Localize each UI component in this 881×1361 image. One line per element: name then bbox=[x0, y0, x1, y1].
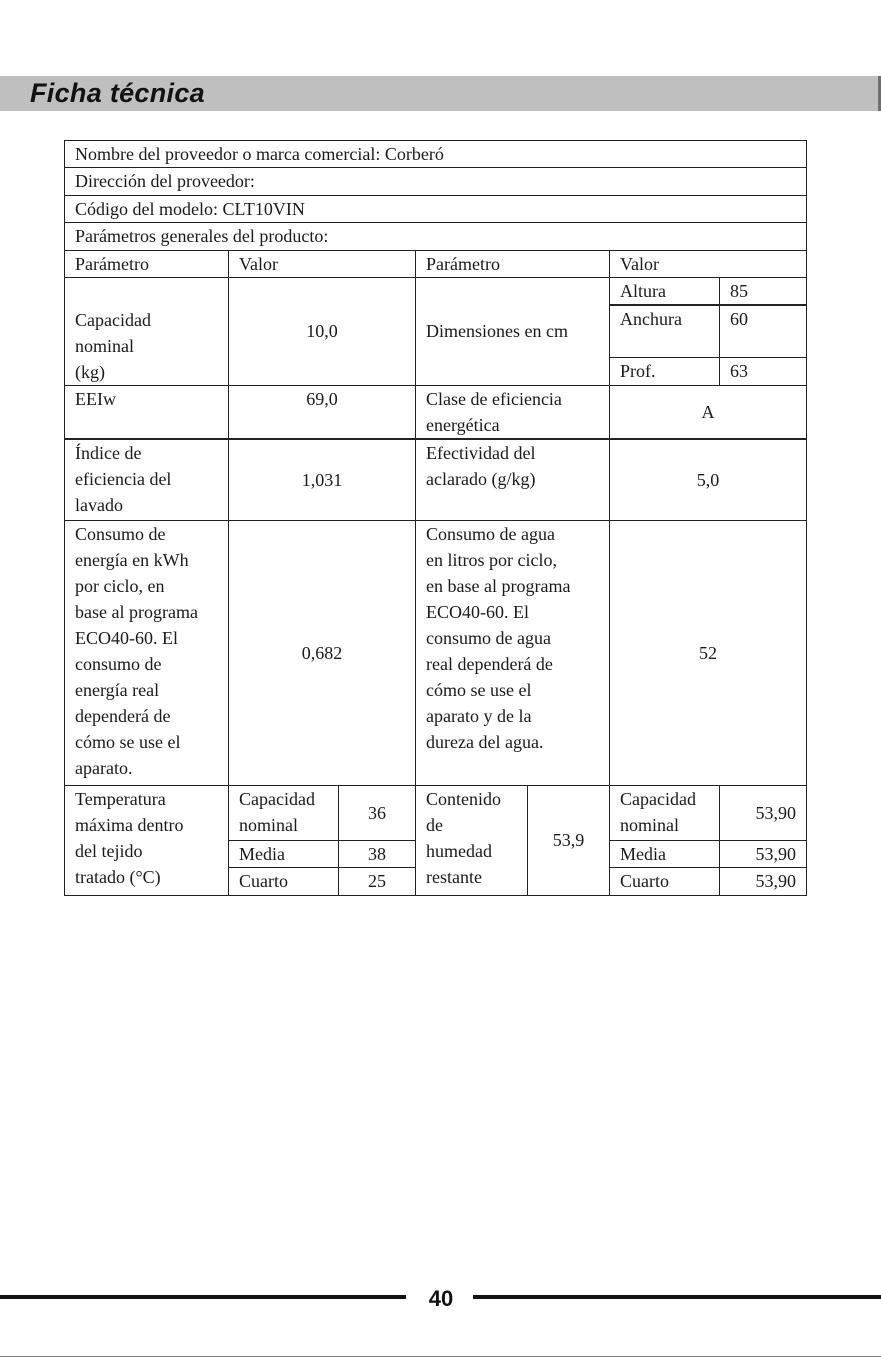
energy-consumption-label: Consumo de energía en kWh por ciclo, en base al programa ECO40-60. El consumo de energía real dependerá de cómo se use el aparato. bbox=[65, 520, 229, 785]
bottom-divider bbox=[0, 1356, 881, 1357]
page-title: Ficha técnica bbox=[30, 78, 205, 108]
column-header-parameter-2: Parámetro bbox=[416, 251, 610, 278]
moisture-value: 53,9 bbox=[528, 785, 610, 895]
dimensions-label: Dimensiones en cm bbox=[416, 278, 610, 386]
eeiw-label: EEIw bbox=[65, 385, 229, 439]
depth-label: Prof. bbox=[610, 357, 720, 385]
moisture-quarter-label: Cuarto bbox=[610, 867, 720, 895]
general-parameters-cell: Parámetros generales del producto: bbox=[65, 223, 807, 251]
water-consumption-value: 52 bbox=[610, 520, 807, 785]
capacity-value: 10,0 bbox=[229, 278, 416, 386]
width-label: Anchura bbox=[610, 305, 720, 357]
temperature-nominal-label: Capacidad nominal bbox=[229, 785, 339, 840]
temperature-label: Temperatura máxima dentro del tejido tratado (°C) bbox=[65, 785, 229, 895]
eeiw-value: 69,0 bbox=[229, 385, 416, 439]
moisture-nominal-label: Capacidad nominal bbox=[610, 785, 720, 840]
moisture-half-label: Media bbox=[610, 840, 720, 867]
height-label: Altura bbox=[610, 278, 720, 306]
temperature-quarter-label: Cuarto bbox=[229, 867, 339, 895]
temperature-quarter-value: 25 bbox=[339, 867, 416, 895]
energy-class-value: A bbox=[610, 385, 807, 439]
moisture-nominal-value: 53,90 bbox=[720, 785, 807, 840]
rinse-value: 5,0 bbox=[610, 439, 807, 520]
capacity-label: Capacidad nominal (kg) bbox=[65, 278, 229, 386]
wash-index-label: Índice de eficiencia del lavado bbox=[65, 439, 229, 520]
moisture-label: Contenido de humedad restante bbox=[416, 785, 528, 895]
moisture-half-value: 53,90 bbox=[720, 840, 807, 867]
energy-class-label: Clase de eficiencia energética bbox=[416, 385, 610, 439]
footer-rule-left bbox=[0, 1295, 406, 1299]
temperature-nominal-value: 36 bbox=[339, 785, 416, 840]
rinse-label: Efectividad del aclarado (g/kg) bbox=[416, 439, 610, 520]
width-value: 60 bbox=[720, 305, 807, 357]
model-cell: Código del modelo: CLT10VIN bbox=[65, 196, 807, 223]
temperature-half-label: Media bbox=[229, 840, 339, 867]
wash-index-value: 1,031 bbox=[229, 439, 416, 520]
height-value: 85 bbox=[720, 278, 807, 306]
moisture-quarter-value: 53,90 bbox=[720, 867, 807, 895]
temperature-half-value: 38 bbox=[339, 840, 416, 867]
supplier-cell: Nombre del proveedor o marca comercial: Corberó bbox=[65, 141, 807, 168]
section-banner bbox=[0, 76, 881, 111]
technical-sheet-table bbox=[64, 140, 807, 896]
address-cell: Dirección del proveedor: bbox=[65, 168, 807, 196]
depth-value: 63 bbox=[720, 357, 807, 385]
footer-rule-right bbox=[473, 1295, 881, 1299]
page-number: 40 bbox=[428, 1286, 454, 1311]
column-header-value: Valor bbox=[229, 251, 416, 278]
column-header-parameter: Parámetro bbox=[65, 251, 229, 278]
energy-consumption-value: 0,682 bbox=[229, 520, 416, 785]
column-header-value-2: Valor bbox=[610, 251, 807, 278]
water-consumption-label: Consumo de agua en litros por ciclo, en base al programa ECO40-60. El consumo de agua real dependerá de cómo se use el aparato y de la dureza del agua. bbox=[416, 520, 610, 785]
